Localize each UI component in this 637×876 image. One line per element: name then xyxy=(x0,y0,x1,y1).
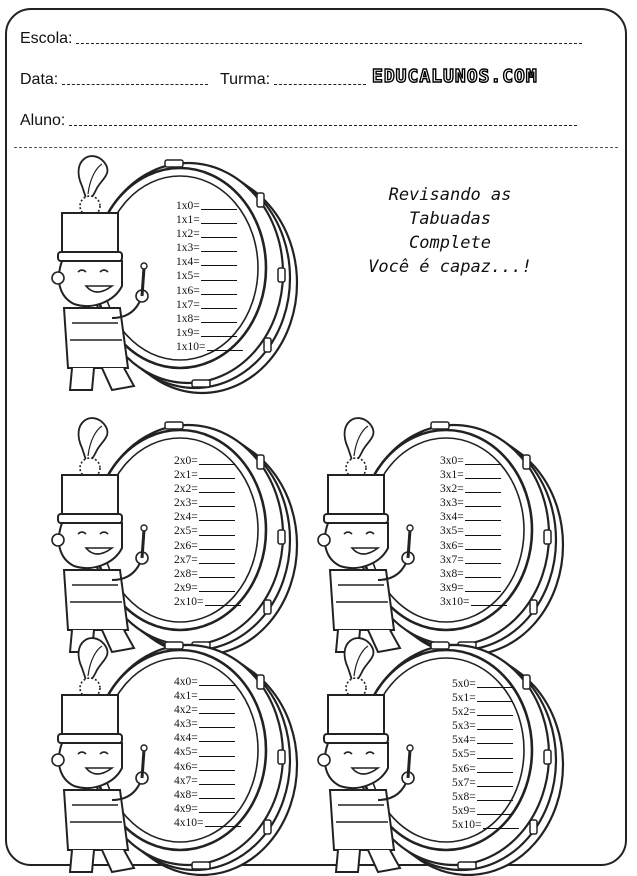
answer-blank[interactable] xyxy=(199,741,235,742)
table-row: 2x1= xyxy=(174,468,241,482)
answer-blank[interactable] xyxy=(483,828,519,829)
table-row: 4x9= xyxy=(174,802,241,816)
answer-blank[interactable] xyxy=(199,699,235,700)
table-row: 2x10= xyxy=(174,595,241,609)
table-3 xyxy=(440,454,507,609)
student-label: Aluno: xyxy=(20,112,66,129)
table-row: 5x9= xyxy=(452,804,519,818)
answer-blank[interactable] xyxy=(199,784,235,785)
answer-blank[interactable] xyxy=(199,770,235,771)
title-line-1: Revisando as xyxy=(388,185,512,205)
table-row: 3x5= xyxy=(440,524,507,538)
answer-blank[interactable] xyxy=(199,591,235,592)
answer-blank[interactable] xyxy=(199,549,235,550)
table-row: 1x7= xyxy=(176,298,243,312)
table-row: 1x6= xyxy=(176,284,243,298)
answer-blank[interactable] xyxy=(205,605,241,606)
answer-blank[interactable] xyxy=(199,713,235,714)
class-label: Turma: xyxy=(220,71,271,88)
answer-blank[interactable] xyxy=(207,350,243,351)
table-row: 3x9= xyxy=(440,581,507,595)
table-5 xyxy=(452,677,519,832)
table-row: 4x0= xyxy=(174,675,241,689)
table-row: 1x10= xyxy=(176,340,243,354)
table-1 xyxy=(176,199,243,354)
answer-blank[interactable] xyxy=(199,492,235,493)
table-row: 3x0= xyxy=(440,454,507,468)
table-row: 5x0= xyxy=(452,677,519,691)
answer-blank[interactable] xyxy=(205,826,241,827)
table-row: 2x7= xyxy=(174,553,241,567)
answer-blank[interactable] xyxy=(201,251,237,252)
table-row: 2x0= xyxy=(174,454,241,468)
answer-blank[interactable] xyxy=(477,729,513,730)
school-label: Escola: xyxy=(20,30,73,47)
answer-blank[interactable] xyxy=(201,308,237,309)
answer-blank[interactable] xyxy=(477,814,513,815)
table-4 xyxy=(174,675,241,830)
table-row: 3x8= xyxy=(440,567,507,581)
answer-blank[interactable] xyxy=(477,786,513,787)
table-row: 5x2= xyxy=(452,705,519,719)
answer-blank[interactable] xyxy=(201,280,237,281)
table-row: 1x9= xyxy=(176,326,243,340)
answer-blank[interactable] xyxy=(199,464,235,465)
answer-blank[interactable] xyxy=(465,591,501,592)
table-row: 2x8= xyxy=(174,567,241,581)
table-row: 3x7= xyxy=(440,553,507,567)
answer-blank[interactable] xyxy=(201,294,237,295)
table-row: 4x2= xyxy=(174,703,241,717)
answer-blank[interactable] xyxy=(199,798,235,799)
table-row: 4x10= xyxy=(174,816,241,830)
answer-blank[interactable] xyxy=(199,506,235,507)
table-row: 5x6= xyxy=(452,762,519,776)
table-row: 3x1= xyxy=(440,468,507,482)
table-row: 5x10= xyxy=(452,818,519,832)
title-line-3: Complete xyxy=(409,233,491,253)
answer-blank[interactable] xyxy=(465,464,501,465)
answer-blank[interactable] xyxy=(477,772,513,773)
answer-blank[interactable] xyxy=(201,223,237,224)
table-row: 3x4= xyxy=(440,510,507,524)
table-row: 5x1= xyxy=(452,691,519,705)
answer-blank[interactable] xyxy=(477,758,513,759)
date-label: Data: xyxy=(20,71,59,88)
table-row: 4x3= xyxy=(174,717,241,731)
drummer-drum-1 xyxy=(52,156,297,393)
site-logo: EDUCALUNOS.COM xyxy=(372,66,538,87)
table-row: 1x5= xyxy=(176,269,243,283)
answer-blank[interactable] xyxy=(199,577,235,578)
table-row: 4x1= xyxy=(174,689,241,703)
answer-blank[interactable] xyxy=(465,506,501,507)
table-2 xyxy=(174,454,241,609)
answer-blank[interactable] xyxy=(199,812,235,813)
answer-blank[interactable] xyxy=(199,535,235,536)
table-row: 1x0= xyxy=(176,199,243,213)
table-row: 5x3= xyxy=(452,719,519,733)
answer-blank[interactable] xyxy=(465,492,501,493)
table-row: 1x1= xyxy=(176,213,243,227)
answer-blank[interactable] xyxy=(199,685,235,686)
table-row: 4x8= xyxy=(174,788,241,802)
answer-blank[interactable] xyxy=(477,715,513,716)
table-row: 1x3= xyxy=(176,241,243,255)
table-row: 1x8= xyxy=(176,312,243,326)
table-row: 4x7= xyxy=(174,774,241,788)
answer-blank[interactable] xyxy=(477,701,513,702)
answer-blank[interactable] xyxy=(201,322,237,323)
table-row: 2x5= xyxy=(174,524,241,538)
title-line-4: Você é capaz...! xyxy=(368,257,532,277)
answer-blank[interactable] xyxy=(465,577,501,578)
drummer-drum-5 xyxy=(318,638,563,875)
table-row: 3x6= xyxy=(440,539,507,553)
answer-blank[interactable] xyxy=(465,563,501,564)
answer-blank[interactable] xyxy=(471,605,507,606)
table-row: 2x3= xyxy=(174,496,241,510)
answer-blank[interactable] xyxy=(465,549,501,550)
answer-blank[interactable] xyxy=(199,520,235,521)
table-row: 4x5= xyxy=(174,745,241,759)
title-line-2: Tabuadas xyxy=(409,209,491,229)
table-row: 5x5= xyxy=(452,747,519,761)
table-row: 2x4= xyxy=(174,510,241,524)
table-row: 5x7= xyxy=(452,776,519,790)
answer-blank[interactable] xyxy=(465,478,501,479)
table-row: 4x4= xyxy=(174,731,241,745)
answer-blank[interactable] xyxy=(199,563,235,564)
answer-blank[interactable] xyxy=(199,478,235,479)
answer-blank[interactable] xyxy=(477,743,513,744)
table-row: 3x10= xyxy=(440,595,507,609)
table-row: 1x4= xyxy=(176,255,243,269)
table-row: 3x3= xyxy=(440,496,507,510)
answer-blank[interactable] xyxy=(201,237,237,238)
answer-blank[interactable] xyxy=(199,756,235,757)
table-row: 2x6= xyxy=(174,539,241,553)
table-row: 1x2= xyxy=(176,227,243,241)
answer-blank[interactable] xyxy=(201,209,237,210)
table-row: 3x2= xyxy=(440,482,507,496)
table-row: 4x6= xyxy=(174,760,241,774)
table-row: 2x2= xyxy=(174,482,241,496)
answer-blank[interactable] xyxy=(465,535,501,536)
answer-blank[interactable] xyxy=(199,727,235,728)
answer-blank[interactable] xyxy=(201,336,237,337)
answer-blank[interactable] xyxy=(465,520,501,521)
table-row: 2x9= xyxy=(174,581,241,595)
table-row: 5x8= xyxy=(452,790,519,804)
answer-blank[interactable] xyxy=(477,800,513,801)
answer-blank[interactable] xyxy=(201,265,237,266)
answer-blank[interactable] xyxy=(477,687,513,688)
table-row: 5x4= xyxy=(452,733,519,747)
